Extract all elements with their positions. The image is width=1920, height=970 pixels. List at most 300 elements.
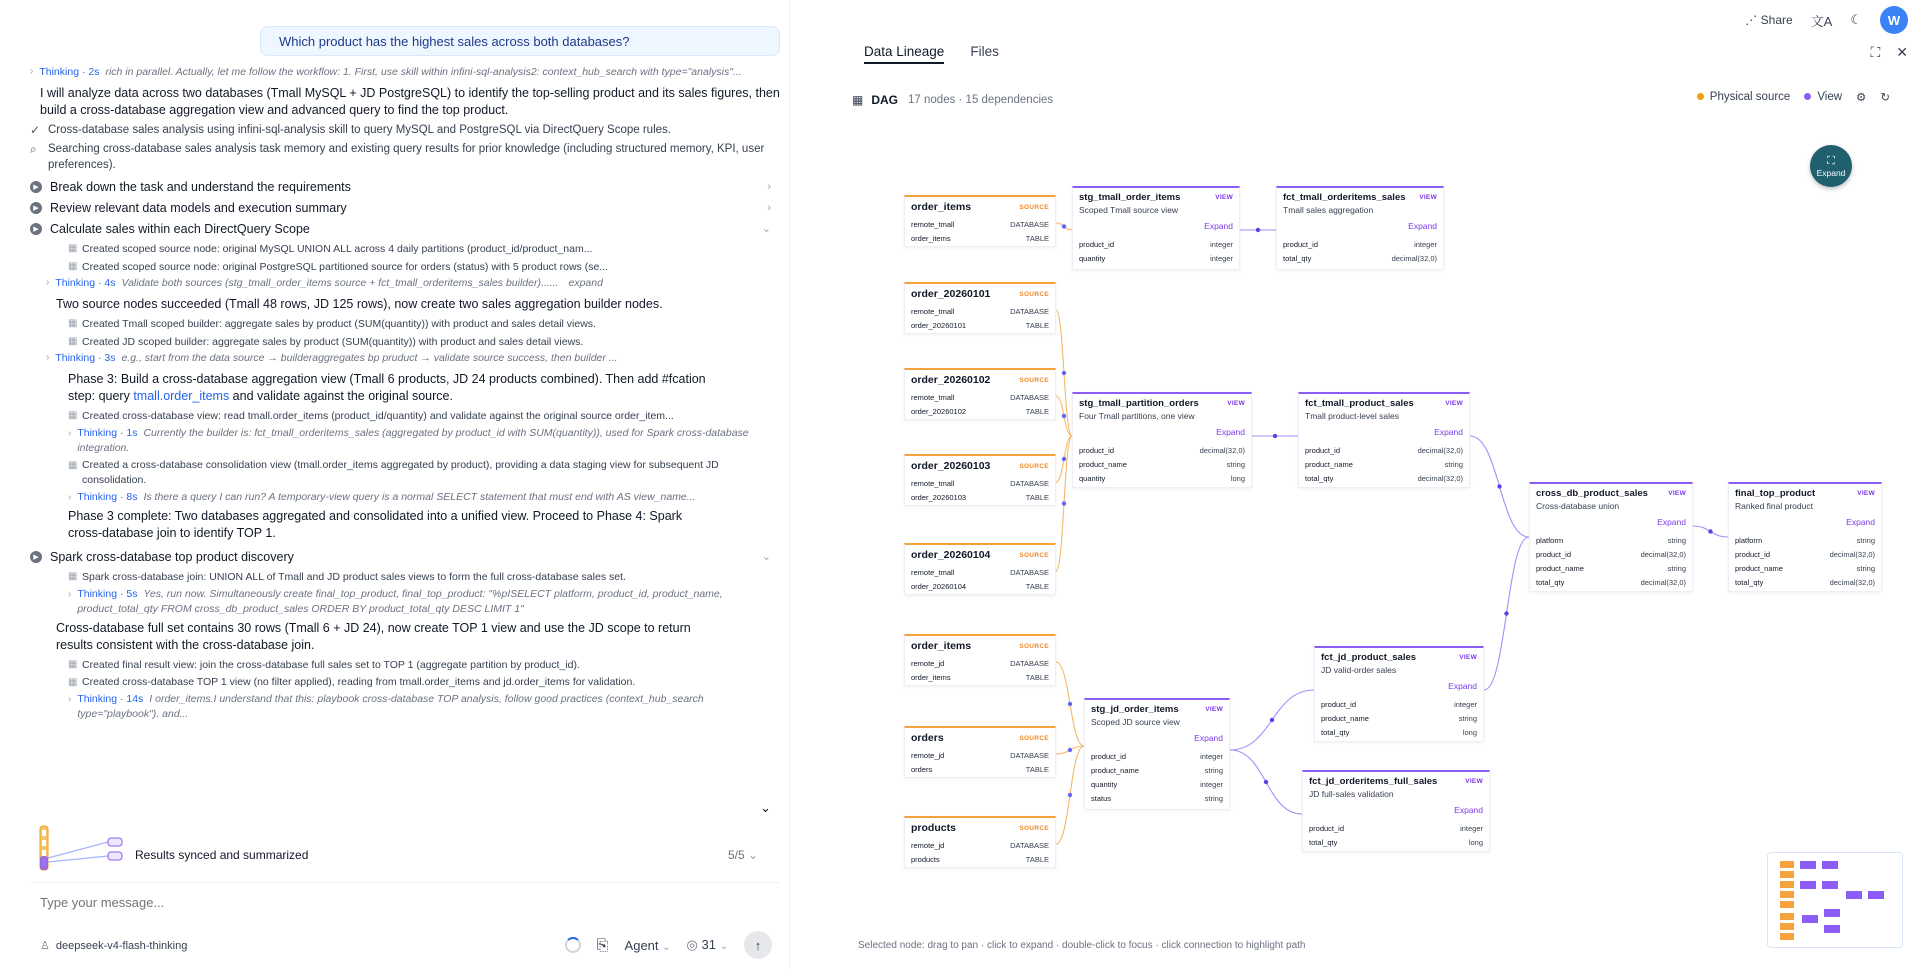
thinking-row[interactable]: › Thinking · 14s I order_items.I understand that this: playbook cross-database TOP analysis, follow good practices (context_hub_search type="playbook"). and...	[68, 693, 704, 720]
chevron-right-icon: ›	[46, 277, 50, 288]
settings-icon[interactable]: ⚙	[1856, 92, 1867, 104]
field-type: TABLE	[1025, 581, 1049, 591]
node-field	[1735, 533, 1875, 547]
log-item: ▦ Spark cross-database join: UNION ALL of Tmall and JD product sales views to form the full cross-database sales set.	[68, 571, 626, 583]
expand-button[interactable]: ⛶ Expand	[1810, 145, 1852, 187]
search-icon: ⌕	[30, 142, 37, 156]
node-expand-link[interactable]: Expand	[1408, 221, 1437, 231]
view-badge: VIEW	[1419, 194, 1437, 201]
field-type: decimal(32,0)	[1391, 253, 1437, 263]
node-name: stg_tmall_partition_orders	[1079, 398, 1199, 409]
field-name: total_qty	[1309, 837, 1338, 847]
node-name: fct_jd_product_sales	[1321, 652, 1417, 663]
view-node[interactable]	[1276, 186, 1444, 270]
node-field	[1305, 471, 1463, 485]
field-type: string	[1204, 765, 1223, 775]
share-button[interactable]: ⋰ Share	[1745, 13, 1793, 27]
chevron-right-icon: ›	[767, 180, 771, 193]
field-name: product_id	[1536, 549, 1572, 559]
field-name: total_qty	[1305, 473, 1334, 483]
mode-selector[interactable]: Agent ⌄	[624, 937, 671, 953]
canvas-hint: Selected node: drag to pan · click to expand · double-click to focus · click connection to highlight path	[858, 940, 1306, 951]
field-name: remote_jd	[911, 658, 945, 668]
thinking-row[interactable]: › Thinking · 8s Is there a query I can run? A temporary-view query is a normal SELECT statement that must end with AS view_name...	[68, 491, 696, 503]
view-node[interactable]	[1529, 482, 1693, 592]
user-question: Which product has the highest sales across both databases?	[260, 26, 780, 56]
node-field	[911, 490, 1049, 504]
field-type: decimal(32,0)	[1829, 549, 1875, 559]
field-name: status	[1091, 793, 1112, 803]
edge-midpoint	[1273, 434, 1277, 438]
field-name: product_id	[1321, 699, 1357, 709]
field-name: product_name	[1079, 459, 1127, 469]
check-step: ✓ Cross-database sales analysis using infini-sql-analysis skill to query MySQL and PostgreSQL via DirectQuery Scope rules.	[30, 123, 671, 137]
log-item: ▦ Created final result view: join the cross-database full sales set to TOP 1 (aggregate partition by product_id).	[68, 659, 580, 671]
thinking-row[interactable]: › Thinking · 5s Yes, run now. Simultaneously create final_top_product, final_top_product: "%pISELECT platform, product_id, product_name, product_total_qty FROM cross_db_product_sales ORDER BY product_total_qty DESC LIMIT 1"	[68, 588, 723, 615]
edge-midpoint	[1270, 718, 1274, 722]
field-name: total_qty	[1735, 577, 1764, 587]
share-icon: ⋰	[1745, 13, 1758, 27]
field-name: product_id	[1309, 823, 1345, 833]
node-expand-link[interactable]: Expand	[1454, 805, 1483, 815]
node-name: products	[911, 822, 956, 834]
field-type: integer	[1454, 699, 1477, 709]
edge-midpoint	[1264, 780, 1268, 784]
field-name: product_name	[1305, 459, 1353, 469]
step-dot-icon: ▶	[30, 223, 42, 235]
legend-physical-source: Physical source	[1697, 91, 1791, 103]
view-node[interactable]	[1298, 392, 1470, 488]
log-item: ▦ Created Tmall scoped builder: aggregate sales by product (SUM(quantity)) with product and sales detail views.	[68, 318, 596, 330]
send-button[interactable]	[744, 931, 772, 959]
view-node[interactable]	[1302, 770, 1490, 852]
source-node[interactable]	[904, 634, 1056, 686]
field-type: long	[1230, 473, 1245, 483]
field-name: remote_tmall	[911, 567, 955, 577]
field-name: remote_jd	[911, 840, 945, 850]
node-field	[1735, 575, 1875, 589]
node-field	[1536, 561, 1686, 575]
edge-midpoint	[1062, 224, 1066, 228]
node-field	[911, 852, 1049, 866]
node-name: stg_jd_order_items	[1091, 704, 1179, 715]
view-node[interactable]	[1314, 646, 1484, 742]
table-link[interactable]: tmall.order_items	[133, 389, 230, 403]
field-name: product_name	[1091, 765, 1139, 775]
field-name: product_id	[1091, 751, 1127, 761]
view-badge: VIEW	[1668, 490, 1686, 497]
field-type: TABLE	[1025, 233, 1049, 243]
field-name: product_name	[1536, 563, 1584, 573]
view-badge: VIEW	[1205, 706, 1223, 713]
node-expand-link[interactable]: Expand	[1657, 517, 1686, 527]
node-field	[1309, 821, 1483, 835]
close-icon[interactable]: ✕	[1896, 44, 1908, 60]
search-step: ⌕ Searching cross-database sales analysis task memory and existing query results for prior knowledge (including structured memory, KPI, user preferences).	[30, 142, 765, 171]
node-field	[1079, 471, 1245, 485]
field-name: product_id	[1079, 445, 1115, 455]
view-badge: VIEW	[1227, 400, 1245, 407]
node-name: order_20260103	[911, 460, 991, 472]
node-description: Four Tmall partitions, one view	[1079, 411, 1195, 421]
field-type: integer	[1200, 779, 1223, 789]
expand-icon: ⛶	[1827, 154, 1835, 167]
minimap-canvas	[1768, 853, 1904, 949]
source-node[interactable]	[904, 816, 1056, 868]
node-field	[1079, 457, 1245, 471]
node-name: stg_tmall_order_items	[1079, 192, 1181, 203]
thinking-row[interactable]: › Thinking · 1s Currently the builder is: fct_tmall_orderitems_sales (aggregated by product_id with SUM(quantity)), used for Spark cross-database integration.	[68, 427, 749, 454]
table-icon: ▦	[68, 243, 78, 254]
source-node[interactable]	[904, 195, 1056, 247]
edge-midpoint	[1068, 702, 1072, 706]
node-field	[911, 670, 1049, 684]
source-badge: SOURCE	[1019, 824, 1049, 832]
node-field	[1536, 533, 1686, 547]
chevron-right-icon: ›	[767, 201, 771, 214]
user-icon: ♙	[40, 940, 50, 952]
field-type: long	[1462, 727, 1477, 737]
table-icon: ▦	[68, 460, 78, 471]
section-review[interactable]: ▶ Review relevant data models and execution summary ›	[30, 197, 775, 218]
node-name: order_items	[911, 640, 972, 652]
chevron-down-icon: ⌄	[761, 551, 771, 563]
field-type: TABLE	[1025, 672, 1049, 682]
node-field	[1091, 763, 1223, 777]
node-field	[1091, 791, 1223, 805]
field-type: string	[1444, 459, 1463, 469]
field-type: integer	[1210, 253, 1233, 263]
section-calculate[interactable]: ▶ Calculate sales within each DirectQuery Scope ⌄	[30, 218, 775, 239]
model-selector[interactable]: ♙ deepseek-v4-flash-thinking	[40, 939, 188, 952]
node-field	[911, 404, 1049, 418]
tab-files[interactable]: Files	[970, 44, 999, 59]
node-name: order_20260104	[911, 549, 991, 561]
edge-midpoint	[1256, 228, 1260, 232]
field-type: integer	[1200, 751, 1223, 761]
refresh-icon[interactable]: ↻	[1880, 92, 1890, 104]
field-name: platform	[1536, 535, 1564, 545]
log-item: ▦ Created scoped source node: original MySQL UNION ALL across 4 daily partitions (product_id/product_nam...	[68, 243, 593, 255]
field-type: DATABASE	[1010, 658, 1049, 668]
field-name: total_qty	[1536, 577, 1565, 587]
field-name: quantity	[1091, 779, 1118, 789]
field-name: product_id	[1735, 549, 1771, 559]
node-name: order_items	[911, 201, 972, 213]
result-summary: Results synced and summarized	[135, 848, 309, 862]
node-name: fct_jd_orderitems_full_sales	[1309, 776, 1438, 787]
loading-spinner-icon	[565, 937, 581, 953]
dark-mode-icon[interactable]: ☾	[1850, 12, 1862, 27]
section-breakdown[interactable]: ▶ Break down the task and understand the requirements ›	[30, 176, 775, 197]
node-field	[1735, 561, 1875, 575]
field-name: orders	[911, 764, 933, 774]
field-name: platform	[1735, 535, 1763, 545]
node-expand-link[interactable]: Expand	[1448, 681, 1477, 691]
view-node[interactable]	[1072, 186, 1240, 270]
node-name: order_20260101	[911, 288, 991, 300]
field-name: remote_tmall	[911, 392, 955, 402]
globe-icon: ◎	[686, 937, 698, 952]
source-badge: SOURCE	[1019, 462, 1049, 470]
edge-midpoint	[1497, 484, 1501, 488]
avatar[interactable]: W	[1880, 6, 1908, 34]
node-field	[1536, 575, 1686, 589]
node-field	[1305, 443, 1463, 457]
node-field	[1536, 547, 1686, 561]
step-dot-icon: ▶	[30, 202, 42, 214]
thinking-row[interactable]: › Thinking · 2s rich in parallel. Actually, let me follow the workflow: 1. First, use skill within infini-sql-analysis2: context_hub_search with type="analysis"...	[30, 66, 742, 78]
view-badge: VIEW	[1857, 490, 1875, 497]
node-field	[911, 390, 1049, 404]
field-type: TABLE	[1025, 854, 1049, 864]
fullscreen-icon[interactable]: ⛶	[1870, 44, 1881, 60]
table-icon: ▦	[68, 677, 78, 688]
field-type: DATABASE	[1010, 306, 1049, 316]
intro-text: I will analyze data across two databases (Tmall MySQL + JD PostgreSQL) to identify the top-selling product and its sales figures, then build a cross-database aggregation view and advanced query to find the top product.	[40, 86, 780, 117]
view-badge: VIEW	[1215, 194, 1233, 201]
field-type: DATABASE	[1010, 219, 1049, 229]
field-type: integer	[1210, 239, 1233, 249]
node-field	[911, 476, 1049, 490]
step-dot-icon: ▶	[30, 181, 42, 193]
table-icon: ▦	[68, 659, 78, 670]
view-node[interactable]	[1728, 482, 1882, 592]
node-field	[1321, 725, 1477, 739]
field-name: total_qty	[1321, 727, 1350, 737]
edge-midpoint	[1708, 529, 1712, 533]
log-item: ▦ Created a cross-database consolidation view (tmall.order_items aggregated by product), providing a data staging view for subsequent JD consolidation.	[68, 459, 719, 486]
field-type: decimal(32,0)	[1640, 549, 1686, 559]
field-type: integer	[1460, 823, 1483, 833]
edge-midpoint	[1062, 501, 1066, 505]
table-icon: ▦	[68, 571, 78, 582]
view-node[interactable]	[1084, 698, 1230, 810]
chevron-right-icon: ›	[46, 352, 50, 363]
step-dot-icon: ▶	[30, 551, 42, 563]
node-field	[1321, 711, 1477, 725]
field-name: quantity	[1079, 253, 1106, 263]
field-name: order_items	[911, 233, 951, 243]
dag-stats: 17 nodes · 15 dependencies	[908, 94, 1054, 106]
node-field	[1283, 237, 1437, 251]
node-field	[1735, 547, 1875, 561]
node-field	[1091, 777, 1223, 791]
source-node[interactable]	[904, 368, 1056, 420]
chevron-right-icon: ›	[68, 492, 72, 503]
field-type: string	[1667, 563, 1686, 573]
field-type: decimal(32,0)	[1829, 577, 1875, 587]
source-badge: SOURCE	[1019, 376, 1049, 384]
node-description: JD valid-order sales	[1321, 665, 1397, 675]
node-expand-link[interactable]: Expand	[1204, 221, 1233, 231]
field-type: integer	[1414, 239, 1437, 249]
node-description: Ranked final product	[1735, 501, 1813, 511]
node-name: final_top_product	[1735, 488, 1816, 499]
field-name: remote_jd	[911, 750, 945, 760]
field-type: DATABASE	[1010, 567, 1049, 577]
table-icon: ▦	[68, 318, 78, 329]
log-item: ▦ Created cross-database view: read tmall.order_items (product_id/quantity) and validate against the original source order_item...	[68, 410, 674, 422]
field-name: products	[911, 854, 940, 864]
source-badge: SOURCE	[1019, 551, 1049, 559]
field-type: TABLE	[1025, 406, 1049, 416]
field-name: remote_tmall	[911, 478, 955, 488]
minimap[interactable]	[1767, 852, 1903, 948]
node-field	[911, 318, 1049, 332]
log-item: ▦ Created scoped source node: original PostgreSQL partitioned source for orders (status) with 5 product rows (se...	[68, 261, 609, 273]
node-field	[1283, 251, 1437, 265]
view-badge: VIEW	[1459, 654, 1477, 661]
source-badge: SOURCE	[1019, 290, 1049, 298]
field-name: remote_tmall	[911, 306, 955, 316]
log-item: ▦ Created cross-database TOP 1 view (no filter applied), reading from tmall.order_items and jd.order_items for validation.	[68, 676, 636, 688]
edge-midpoint	[1068, 793, 1072, 797]
node-field	[1305, 457, 1463, 471]
node-expand-link[interactable]: Expand	[1216, 427, 1245, 437]
edge-midpoint	[1068, 748, 1072, 752]
node-field	[1079, 443, 1245, 457]
field-type: DATABASE	[1010, 750, 1049, 760]
node-field	[911, 748, 1049, 762]
field-type: string	[1667, 535, 1686, 545]
source-node[interactable]	[904, 726, 1056, 778]
field-type: DATABASE	[1010, 840, 1049, 850]
view-node[interactable]	[1072, 392, 1252, 488]
source-badge: SOURCE	[1019, 734, 1049, 742]
node-field	[1321, 697, 1477, 711]
source-node[interactable]	[904, 543, 1056, 595]
source-node[interactable]	[904, 282, 1056, 334]
chevron-right-icon: ›	[30, 66, 34, 77]
source-node[interactable]	[904, 454, 1056, 506]
field-type: DATABASE	[1010, 392, 1049, 402]
result-count[interactable]: 5/5 ⌄	[728, 848, 759, 862]
edge-midpoint	[1062, 457, 1066, 461]
field-type: decimal(32,0)	[1199, 445, 1245, 455]
field-name: product_name	[1321, 713, 1369, 723]
node-field	[911, 838, 1049, 852]
field-type: string	[1856, 563, 1875, 573]
node-field	[1079, 237, 1233, 251]
section-calculate-body	[30, 241, 780, 275]
node-expand-link[interactable]: Expand	[1434, 427, 1463, 437]
source-badge: SOURCE	[1019, 203, 1049, 211]
dag-title: DAG	[871, 93, 899, 107]
agent-log: › Thinking · 2s rich in parallel. Actually, let me follow the workflow: 1. First, use skill within infini-sql-analysis2: context_hub_search with type="analysis"... I will analyze data across two databases (Tmall MySQL + JD PostgreSQL) to identify the top-selling product and its sales figures, then build a cross-database aggregation view and advanced query to find the top product. ✓ Cross-database sales analysis using infini-sql-analysis skill to query MySQL and PostgreSQL via DirectQuery Scope rules. ⌕ Searching cross-database sales analysis task memory and existing query results for prior knowledge (including structured memory, KPI, user preferences). ▶ Break down the task and understand the requirements › ▶ Review relevant data models and execution summary › ▶ Calculate sales within each DirectQuery Scope ⌄ ▦ Created scoped source node: original MySQL UNION ALL across 4 daily partitions (product_id/product_nam... ▦ Created scoped source node: original PostgreSQL partitioned source for orders (status) with 5 product rows (se... › Thinking · 4s Validate both sources (stg_tmall_order_items source + fct_tmall_orderitems_sales builder)...... expand Two source nodes succeeded (Tmall 48 rows, JD 125 rows), now create two sales aggregation builder nodes. ▦ Created Tmall scoped builder: aggregate sales by product (SUM(quantity)) with product and sales detail views. ▦ Created JD scoped builder: aggregate sales by product (SUM(quantity)) with product and sales detail views. › Thinking · 3s e.g., start from the data source → builderaggregates bp pruduct → validate source success, then builder ... Phase 3: Build a cross-database aggregation view (Tmall 6 products, JD 24 products combined). Then add #fcation step: query tmall.order_items and validate against the original source. ▦ Created cross-database view: read tmall.order_items (product_id/quantity) and validate against the original source order_item... › Thinking · 1s Currently the builder is: fct_tmall_orderitems_sales (aggregated by product_id with SUM(quantity)), used for Spark cross-database integration. ▦ Created a cross-database consolidation view (tmall.order_items aggregated by product), providing a data staging view for subsequent JD consolidation. › Thinking · 8s Is there a query I can run? A temporary-view query is a normal SELECT statement that must end with AS view_name... Phase 3 complete: Two databases aggregated and consolidated into a unified view. Proceed to Phase 4: Spark cross-database join to identify TOP 1. ▶ Spark cross-database top product discovery ⌄ ▦ Spark cross-database join: UNION ALL of Tmall and JD product sales views to form the full cross-database sales set. › Thinking · 5s Yes, run now. Simultaneously create final_top_product, final_top_product: "%pISELECT platform, product_id, product_name, product_total_qty FROM cross_db_product_sales ORDER BY product_total_qty DESC LIMIT 1" Cross-database full set contains 30 rows (Tmall 6 + JD 24), now create TOP 1 view and use the JD scope to return results consistent with the cross-database join. ▦ Created final result view: join the cross-database full sales set to TOP 1 (aggregate partition by product_id). ▦ Created cross-database TOP 1 view (no filter applied), reading from tmall.order_items and jd.order_items for validation. › Thinking · 14s I order_items.I understand that this: playbook cross-database TOP analysis, follow good practices (context_hub_search type="playbook"). and...	[30, 66, 780, 720]
field-name: total_qty	[1283, 253, 1312, 263]
node-field	[911, 762, 1049, 776]
field-name: remote_tmall	[911, 219, 955, 229]
thinking-row[interactable]: › Thinking · 4s Validate both sources (stg_tmall_order_items source + fct_tmall_orderitems_sales builder)...... expand	[46, 277, 603, 289]
field-type: decimal(32,0)	[1640, 577, 1686, 587]
legend-view: View	[1804, 91, 1842, 103]
field-type: TABLE	[1025, 764, 1049, 774]
field-type: TABLE	[1025, 320, 1049, 330]
field-name: order_20260103	[911, 492, 967, 502]
node-field	[911, 217, 1049, 231]
field-name: product_name	[1735, 563, 1783, 573]
chevron-down-icon: ⌄	[761, 223, 771, 235]
node-name: orders	[911, 732, 944, 744]
chevron-right-icon: ›	[68, 694, 72, 705]
field-type: string	[1226, 459, 1245, 469]
node-field	[1079, 251, 1233, 265]
field-type: TABLE	[1025, 492, 1049, 502]
tools-selector[interactable]: ◎ 31 ⌄	[686, 937, 728, 952]
view-badge: VIEW	[1445, 400, 1463, 407]
field-type: string	[1458, 713, 1477, 723]
field-name: order_items	[911, 672, 951, 682]
field-name: product_id	[1305, 445, 1341, 455]
field-name: order_20260102	[911, 406, 967, 416]
field-type: string	[1856, 535, 1875, 545]
node-description: Cross-database union	[1536, 501, 1620, 511]
node-name: order_20260102	[911, 374, 991, 386]
attach-icon[interactable]: ⎘	[596, 936, 609, 954]
table-icon: ▦	[68, 410, 78, 421]
node-field	[911, 656, 1049, 670]
dag-graph	[790, 0, 1920, 970]
source-badge: SOURCE	[1019, 642, 1049, 650]
chevron-right-icon: ›	[68, 428, 72, 439]
node-field	[911, 231, 1049, 245]
arrow-up-icon: ↑	[754, 937, 762, 953]
edge-midpoint	[1504, 611, 1508, 615]
field-type: decimal(32,0)	[1417, 473, 1463, 483]
node-field	[911, 565, 1049, 579]
field-name: quantity	[1079, 473, 1106, 483]
field-type: long	[1468, 837, 1483, 847]
table-icon: ▦	[68, 336, 78, 347]
table-icon: ▦	[68, 261, 78, 272]
node-description: JD full-sales validation	[1309, 789, 1394, 799]
collapse-chevron-icon[interactable]: ⌄	[760, 800, 771, 815]
chat-panel	[0, 0, 790, 970]
field-type: DATABASE	[1010, 478, 1049, 488]
node-expand-link[interactable]: Expand	[1846, 517, 1875, 527]
node-field	[911, 579, 1049, 593]
section-spark[interactable]: ▶ Spark cross-database top product discovery ⌄	[30, 546, 775, 567]
node-field	[1091, 749, 1223, 763]
field-type: string	[1204, 793, 1223, 803]
field-type: decimal(32,0)	[1417, 445, 1463, 455]
node-description: Tmall product-level sales	[1305, 411, 1400, 421]
chevron-right-icon: ›	[68, 589, 72, 600]
translate-icon[interactable]: 文A	[1810, 13, 1833, 29]
node-name: cross_db_product_sales	[1536, 488, 1648, 499]
node-expand-link[interactable]: Expand	[1194, 733, 1223, 743]
lineage-panel	[790, 0, 1920, 970]
node-name: fct_tmall_product_sales	[1305, 398, 1414, 409]
grid-icon: ▦	[852, 93, 864, 107]
check-icon: ✓	[30, 123, 41, 137]
node-description: Scoped Tmall source view	[1079, 205, 1179, 215]
thinking-row[interactable]: › Thinking · 3s e.g., start from the data source → builderaggregates bp pruduct → validate source success, then builder ...	[46, 352, 618, 364]
node-field	[1309, 835, 1483, 849]
log-item: ▦ Created JD scoped builder: aggregate sales by product (SUM(quantity)) with product and sales detail views.	[68, 336, 584, 348]
edge-midpoint	[1062, 371, 1066, 375]
edge-midpoint	[1062, 414, 1066, 418]
view-badge: VIEW	[1465, 778, 1483, 785]
message-input[interactable]	[40, 895, 740, 910]
expand-link[interactable]: expand	[568, 277, 603, 289]
tab-data-lineage[interactable]: Data Lineage	[864, 44, 944, 64]
node-description: Tmall sales aggregation	[1283, 205, 1374, 215]
node-name: fct_tmall_orderitems_sales	[1283, 192, 1406, 203]
field-name: order_20260104	[911, 581, 967, 591]
field-name: order_20260101	[911, 320, 967, 330]
